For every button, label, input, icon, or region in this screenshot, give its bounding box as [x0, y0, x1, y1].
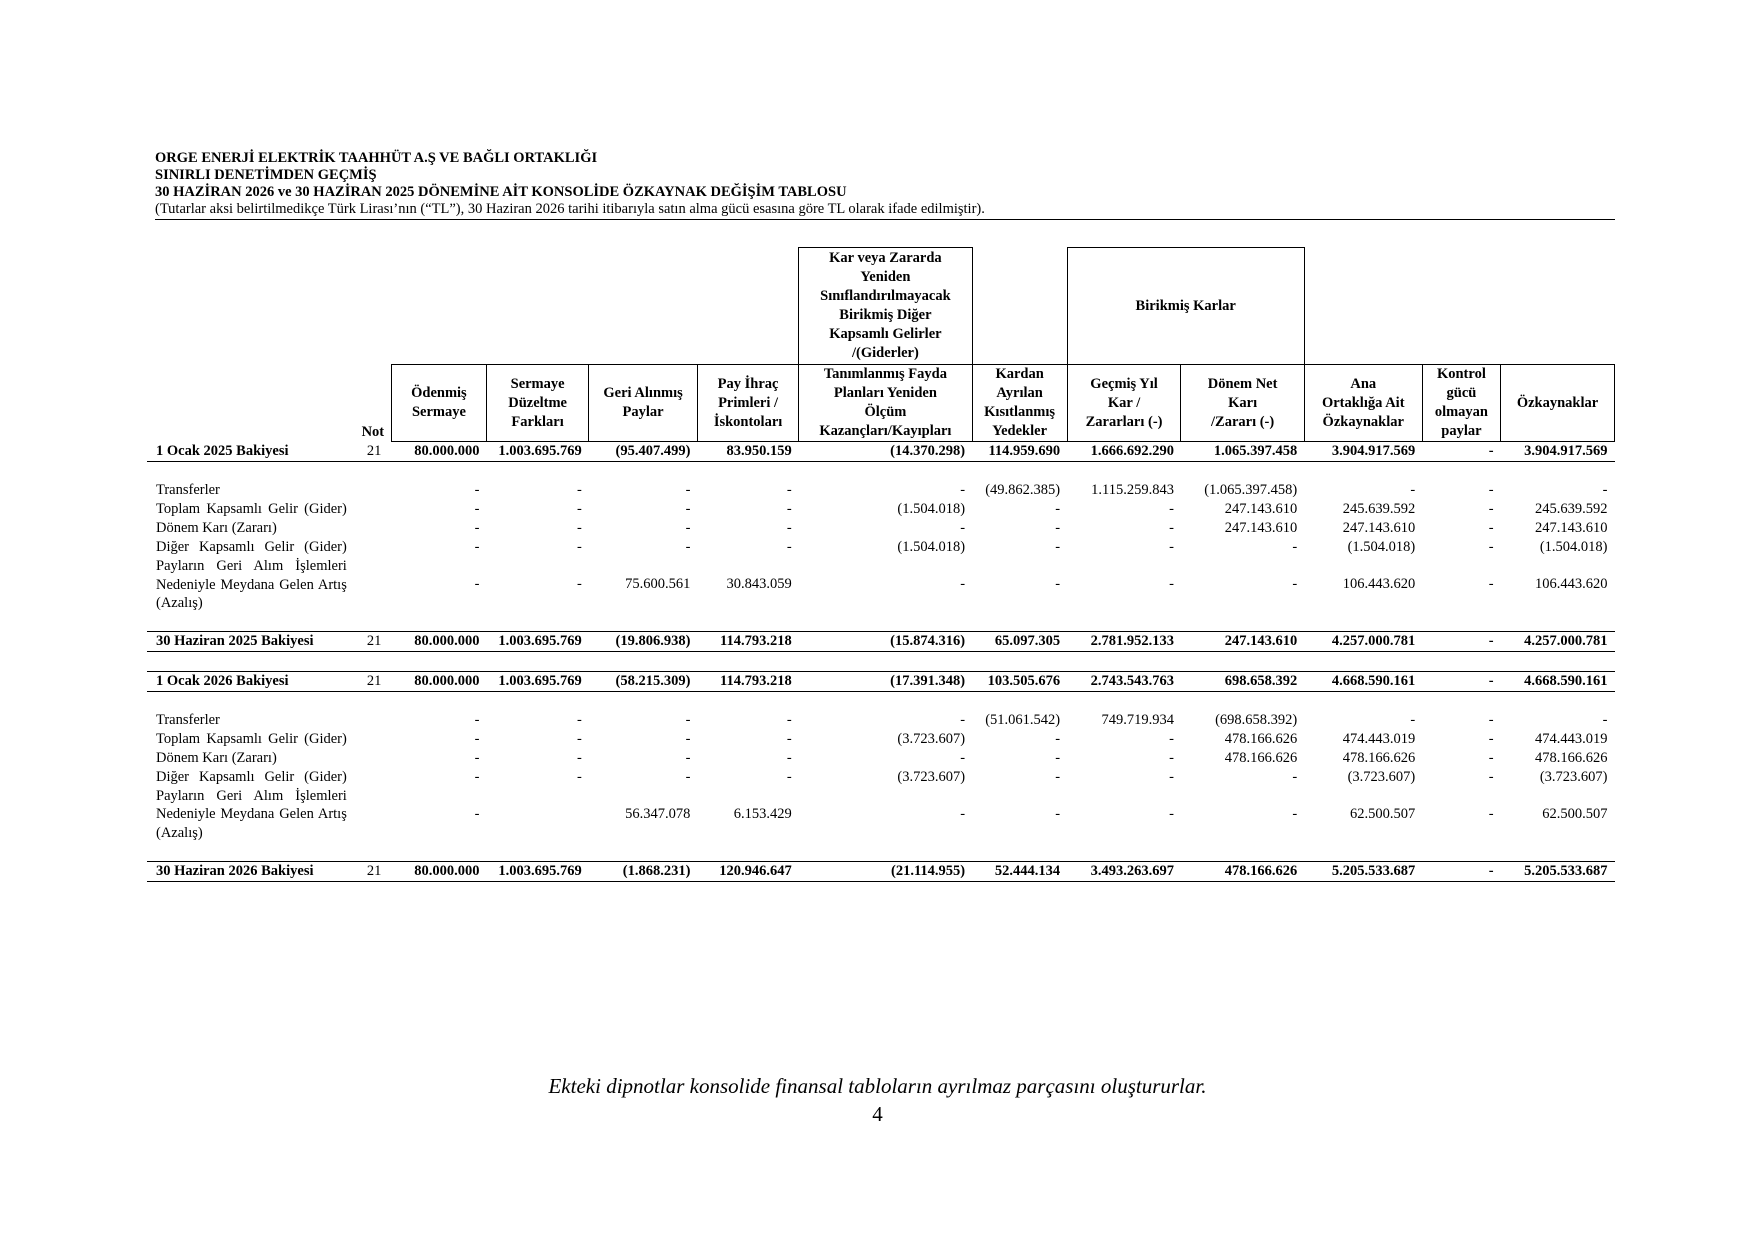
col-header-nci — [1422, 365, 1500, 442]
col-header-line: Özkaynaklar — [1322, 413, 1404, 430]
value-cell: 4.668.590.161 — [1501, 671, 1615, 691]
value-cell: - — [1169, 539, 1174, 555]
note-cell: 21 — [355, 862, 392, 882]
value-cell: - — [1292, 539, 1298, 555]
col-header-defined-benefit — [799, 365, 972, 442]
value-cell: 474.443.019 — [1342, 730, 1416, 747]
value-cell: (3.723.607) — [897, 730, 966, 747]
value-cell: - — [576, 749, 582, 766]
value-cell: 4.668.590.161 — [1304, 671, 1422, 691]
col-header-line: Ödenmiş — [411, 385, 467, 401]
balance-row — [147, 442, 1615, 462]
value-cell: 2.743.543.763 — [1067, 671, 1181, 691]
value-cell: (1.504.018) — [1347, 539, 1416, 555]
col-header-line: Karı — [1228, 394, 1258, 411]
value-cell: - — [1055, 749, 1061, 766]
col-header-line: İskontoları — [713, 413, 783, 430]
value-cell: - — [474, 711, 480, 728]
note-cell: 21 — [355, 631, 392, 651]
value-cell: - — [1422, 862, 1500, 882]
note-cell — [355, 519, 392, 538]
value-cell: (19.806.938) — [589, 631, 698, 651]
oci-group-line: Yeniden — [860, 269, 911, 285]
value-cell: - — [1488, 749, 1494, 766]
col-header-treasury-shares — [589, 365, 698, 442]
movement-row — [147, 557, 1615, 613]
col-header-line: Sermaye — [510, 375, 565, 392]
value-cell: (15.874.316) — [799, 631, 972, 651]
value-cell: - — [1488, 711, 1494, 728]
value-cell: 103.505.676 — [972, 671, 1067, 691]
value-cell: 478.166.626 — [1224, 730, 1298, 747]
value-cell: 3.904.917.569 — [1304, 442, 1422, 462]
row-label: Transferler — [156, 711, 220, 728]
movement-row — [147, 768, 1615, 787]
movement-row — [147, 711, 1615, 730]
value-cell: - — [1410, 482, 1416, 498]
equity-changes-table — [147, 247, 1615, 882]
value-cell: 114.793.218 — [697, 631, 798, 651]
balance-row — [147, 862, 1615, 882]
currency-note: (Tutarlar aksi belirtilmedikçe Türk Lirası’nın (“TL”), 30 Haziran 2026 tarihi itibarıyla satın alma gücü esasına göre TL olarak ifade edilmiştir). — [155, 201, 1615, 220]
page-number: 4 — [872, 1102, 883, 1126]
balance-row — [147, 631, 1615, 651]
value-cell: - — [786, 501, 792, 517]
spacer-row — [147, 691, 1615, 711]
value-cell: - — [474, 749, 480, 766]
value-cell: - — [685, 482, 691, 498]
movement-row — [147, 538, 1615, 557]
value-cell: 1.115.259.843 — [1091, 482, 1174, 498]
value-cell: - — [685, 520, 691, 536]
value-cell: - — [474, 730, 480, 747]
col-header-line: Sermaye — [411, 404, 466, 420]
value-cell: - — [960, 482, 966, 498]
oci-group-line: Kapsamlı Gelirler — [829, 326, 942, 342]
value-cell: - — [1292, 576, 1298, 593]
value-cell: - — [685, 711, 691, 728]
value-cell: 80.000.000 — [391, 671, 486, 691]
value-cell: 52.444.134 — [972, 862, 1067, 882]
table-header — [147, 248, 1615, 442]
row-label: Toplam Kapsamlı Gelir (Gider) — [156, 730, 347, 747]
col-header-line: Kısıtlanmış — [984, 404, 1056, 420]
value-cell: 62.500.507 — [1350, 805, 1416, 822]
value-cell: 120.946.647 — [697, 862, 798, 882]
value-cell: 1.003.695.769 — [486, 862, 588, 882]
note-cell — [355, 557, 392, 613]
value-cell: - — [786, 749, 792, 766]
value-cell: - — [474, 520, 480, 536]
col-header-line: Yedekler — [992, 423, 1047, 439]
value-cell: - — [1055, 576, 1061, 593]
document-header — [155, 150, 1615, 220]
col-header-line: Zararları (-) — [1085, 413, 1163, 430]
value-cell: - — [1488, 805, 1494, 822]
value-cell: 114.793.218 — [697, 671, 798, 691]
value-cell: - — [576, 520, 582, 536]
value-cell: - — [1422, 631, 1500, 651]
value-cell: - — [1488, 520, 1494, 536]
value-cell: 478.166.626 — [1224, 749, 1298, 766]
note-cell — [355, 481, 392, 500]
col-header-line: Tanımlanmış Fayda — [823, 366, 947, 382]
value-cell: 3.493.263.697 — [1067, 862, 1181, 882]
value-cell: (1.504.018) — [1539, 539, 1608, 555]
value-cell: 106.443.620 — [1535, 576, 1608, 593]
value-cell: (14.370.298) — [799, 442, 972, 462]
oci-group-header — [799, 248, 972, 365]
note-cell: 21 — [355, 671, 392, 691]
value-cell: 80.000.000 — [391, 631, 486, 651]
movement-row — [147, 500, 1615, 519]
value-cell: 5.205.533.687 — [1304, 862, 1422, 882]
row-label: Transferler — [156, 482, 220, 498]
value-cell: - — [474, 482, 480, 498]
value-cell: (21.114.955) — [799, 862, 972, 882]
row-label: Dönem Karı (Zararı) — [156, 749, 277, 766]
value-cell: (3.723.607) — [897, 768, 966, 785]
value-cell: - — [960, 520, 966, 536]
value-cell: 62.500.507 — [1542, 805, 1608, 822]
value-cell: - — [1169, 768, 1174, 785]
value-cell: - — [786, 768, 792, 785]
col-header-paid-capital — [391, 365, 486, 442]
col-header-line: Ayrılan — [996, 385, 1043, 401]
value-cell: 80.000.000 — [391, 442, 486, 462]
table-body — [147, 442, 1615, 882]
value-cell: 478.166.626 — [1181, 862, 1304, 882]
value-cell: 4.257.000.781 — [1501, 631, 1615, 651]
row-label: 30 Haziran 2025 Bakiyesi — [147, 631, 355, 651]
value-cell: 1.003.695.769 — [486, 671, 588, 691]
value-cell: - — [960, 805, 966, 822]
value-cell: - — [576, 539, 582, 555]
row-label: Diğer Kapsamlı Gelir (Gider) — [156, 768, 347, 785]
movement-row — [147, 787, 1615, 843]
value-cell: (698.658.392) — [1215, 711, 1298, 728]
value-cell: - — [1422, 671, 1500, 691]
value-cell: - — [1410, 711, 1416, 728]
row-label: 30 Haziran 2026 Bakiyesi — [147, 862, 355, 882]
value-cell: 698.658.392 — [1181, 671, 1304, 691]
note-cell — [355, 538, 392, 557]
value-cell: 5.205.533.687 — [1501, 862, 1615, 882]
value-cell: - — [576, 576, 582, 593]
value-cell: - — [1169, 501, 1174, 517]
value-cell: 6.153.429 — [733, 805, 792, 822]
value-cell: - — [786, 539, 792, 555]
retained-earnings-group-header: Birikmiş Karlar — [1067, 248, 1304, 365]
value-cell: - — [1488, 576, 1494, 593]
col-header-line: Planları Yeniden — [833, 385, 937, 401]
value-cell: - — [1292, 805, 1298, 822]
col-header-line: paylar — [1441, 423, 1482, 439]
row-label: Payların Geri Alım İşlemleri Nedeniyle Meydana Gelen Artış (Azalış) — [156, 787, 347, 841]
col-header-line: Kardan — [995, 366, 1044, 382]
value-cell: - — [1055, 730, 1061, 747]
col-header-parent-equity — [1304, 365, 1422, 442]
value-cell: - — [960, 576, 966, 593]
note-cell: 21 — [355, 442, 392, 462]
col-header-line: Kazançları/Kayıpları — [819, 423, 952, 439]
col-header-line: Düzeltme — [508, 394, 567, 411]
row-label: Dönem Karı (Zararı) — [156, 520, 277, 536]
value-cell: - — [685, 501, 691, 517]
value-cell: - — [1488, 539, 1494, 555]
col-header-line: Pay İhraç — [717, 375, 779, 392]
col-header-line: olmayan — [1434, 404, 1488, 420]
col-header-note: Not — [361, 423, 385, 440]
value-cell: 245.639.592 — [1535, 501, 1608, 517]
col-header-share-premium — [697, 365, 798, 442]
value-cell: 3.904.917.569 — [1501, 442, 1615, 462]
spacer-row — [147, 842, 1615, 862]
value-cell: - — [1055, 805, 1061, 822]
value-cell: 247.143.610 — [1224, 501, 1298, 517]
value-cell: (1.065.397.458) — [1204, 482, 1298, 498]
value-cell: - — [1602, 711, 1608, 728]
col-header-line: Dönem Net — [1207, 375, 1278, 392]
statement-title: 30 HAZİRAN 2026 ve 30 HAZİRAN 2025 DÖNEMİNE AİT KONSOLİDE ÖZKAYNAK DEĞİŞİM TABLOSU — [155, 184, 847, 200]
value-cell: 83.950.159 — [697, 442, 798, 462]
value-cell: 247.143.610 — [1224, 520, 1298, 536]
col-header-total-equity: Özkaynaklar — [1501, 365, 1615, 442]
col-header-line: Kontrol — [1436, 366, 1486, 382]
row-label: Toplam Kapsamlı Gelir (Gider) — [156, 501, 347, 518]
value-cell: 1.666.692.290 — [1067, 442, 1181, 462]
value-cell: - — [1169, 576, 1174, 593]
value-cell: - — [1602, 482, 1608, 498]
value-cell: - — [685, 730, 691, 747]
col-header-line: Ana — [1350, 375, 1377, 392]
value-cell: - — [786, 482, 792, 498]
value-cell — [486, 787, 588, 843]
value-cell: (1.504.018) — [897, 539, 966, 555]
col-header-line: Kar / — [1107, 394, 1141, 411]
col-header-line: Ortaklığa Ait — [1321, 394, 1405, 411]
footer-note: Ekteki dipnotlar konsolide finansal tabloların ayrılmaz parçasını oluştururlar. — [548, 1074, 1207, 1098]
value-cell: - — [786, 730, 792, 747]
movement-row — [147, 481, 1615, 500]
value-cell: - — [1055, 768, 1061, 785]
value-cell: - — [960, 749, 966, 766]
col-header-line: Geçmiş Yıl — [1090, 375, 1158, 392]
value-cell: - — [576, 730, 582, 747]
audit-status: SINIRLI DENETİMDEN GEÇMİŞ — [155, 167, 377, 183]
value-cell: - — [474, 768, 480, 785]
value-cell: - — [576, 482, 582, 498]
col-header-restricted-reserves — [972, 365, 1067, 442]
oci-group-line: /(Giderler) — [851, 345, 919, 361]
value-cell: 114.959.690 — [972, 442, 1067, 462]
value-cell: (49.862.385) — [985, 482, 1061, 498]
value-cell: 478.166.626 — [1535, 749, 1608, 766]
value-cell: - — [960, 711, 966, 728]
value-cell: - — [1055, 520, 1061, 536]
value-cell: - — [1488, 501, 1494, 517]
value-cell: - — [786, 520, 792, 536]
value-cell: - — [474, 501, 480, 517]
value-cell: - — [685, 768, 691, 785]
movement-row — [147, 730, 1615, 749]
value-cell: - — [1169, 749, 1174, 766]
value-cell: - — [1488, 768, 1494, 785]
value-cell: (1.868.231) — [589, 862, 698, 882]
value-cell: - — [576, 768, 582, 785]
value-cell: - — [1055, 539, 1061, 555]
oci-group-line: Sınıflandırılmayacak — [820, 288, 951, 304]
value-cell: 56.347.078 — [625, 805, 691, 822]
value-cell: 65.097.305 — [972, 631, 1067, 651]
note-cell — [355, 500, 392, 519]
row-label: 1 Ocak 2025 Bakiyesi — [147, 442, 355, 462]
value-cell: - — [576, 501, 582, 517]
balance-row — [147, 671, 1615, 691]
col-header-capital-adjustment — [486, 365, 588, 442]
value-cell: 474.443.019 — [1535, 730, 1608, 747]
col-header-line: gücü — [1446, 385, 1477, 401]
value-cell: (95.407.499) — [589, 442, 698, 462]
company-title: ORGE ENERJİ ELEKTRİK TAAHHÜT A.Ş VE BAĞLI ORTAKLIĞI — [155, 150, 598, 166]
value-cell: 75.600.561 — [625, 576, 691, 593]
value-cell: (58.215.309) — [589, 671, 698, 691]
movement-row — [147, 519, 1615, 538]
note-cell — [355, 730, 392, 749]
value-cell: - — [1169, 520, 1174, 536]
value-cell: 1.003.695.769 — [486, 631, 588, 651]
value-cell: - — [1169, 730, 1174, 747]
spacer-row — [147, 613, 1615, 632]
value-cell: 749.719.934 — [1101, 711, 1174, 728]
value-cell: 4.257.000.781 — [1304, 631, 1422, 651]
value-cell: - — [685, 539, 691, 555]
value-cell: 80.000.000 — [391, 862, 486, 882]
oci-group-line: Kar veya Zararda — [829, 250, 942, 266]
value-cell: 1.065.397.458 — [1181, 442, 1304, 462]
note-cell — [355, 787, 392, 843]
value-cell: - — [1055, 501, 1061, 517]
value-cell: 106.443.620 — [1342, 576, 1416, 593]
spacer-row — [147, 462, 1615, 482]
col-header-line: /Zararı (-) — [1211, 413, 1275, 430]
note-cell — [355, 711, 392, 730]
value-cell: - — [474, 576, 480, 593]
row-label: Payların Geri Alım İşlemleri Nedeniyle Meydana Gelen Artış (Azalış) — [156, 558, 347, 611]
row-label: Diğer Kapsamlı Gelir (Gider) — [156, 539, 347, 556]
value-cell: 2.781.952.133 — [1067, 631, 1181, 651]
value-cell: - — [1488, 482, 1494, 498]
value-cell: 247.143.610 — [1535, 520, 1608, 536]
movement-row — [147, 749, 1615, 768]
value-cell: - — [1292, 768, 1298, 785]
note-cell — [355, 749, 392, 768]
value-cell: - — [1422, 442, 1500, 462]
value-cell: - — [1488, 730, 1494, 747]
value-cell: - — [1169, 805, 1174, 822]
value-cell: (51.061.542) — [985, 711, 1061, 728]
value-cell: - — [786, 711, 792, 728]
col-header-line: Geri Alınmış — [603, 385, 683, 401]
value-cell: (3.723.607) — [1539, 768, 1608, 785]
value-cell: 247.143.610 — [1181, 631, 1304, 651]
value-cell: - — [474, 805, 480, 822]
value-cell: 247.143.610 — [1342, 520, 1416, 536]
value-cell: 478.166.626 — [1342, 749, 1416, 766]
value-cell: 30.843.059 — [726, 576, 792, 593]
value-cell: (1.504.018) — [897, 501, 966, 517]
row-label: 1 Ocak 2026 Bakiyesi — [147, 671, 355, 691]
value-cell: - — [576, 711, 582, 728]
value-cell: (3.723.607) — [1347, 768, 1416, 785]
value-cell: - — [474, 539, 480, 555]
value-cell: (17.391.348) — [799, 671, 972, 691]
col-header-line: Ölçüm — [864, 404, 907, 420]
oci-group-line: Birikmiş Diğer — [839, 307, 932, 323]
col-header-line: Farkları — [511, 413, 564, 430]
col-header-line: Primleri / — [718, 394, 779, 411]
value-cell: - — [685, 749, 691, 766]
col-header-prior-years — [1067, 365, 1181, 442]
col-header-line: Paylar — [622, 404, 664, 420]
spacer-row — [147, 651, 1615, 671]
value-cell: 245.639.592 — [1342, 501, 1416, 517]
note-cell — [355, 768, 392, 787]
col-header-net-profit — [1181, 365, 1304, 442]
value-cell: 1.003.695.769 — [486, 442, 588, 462]
